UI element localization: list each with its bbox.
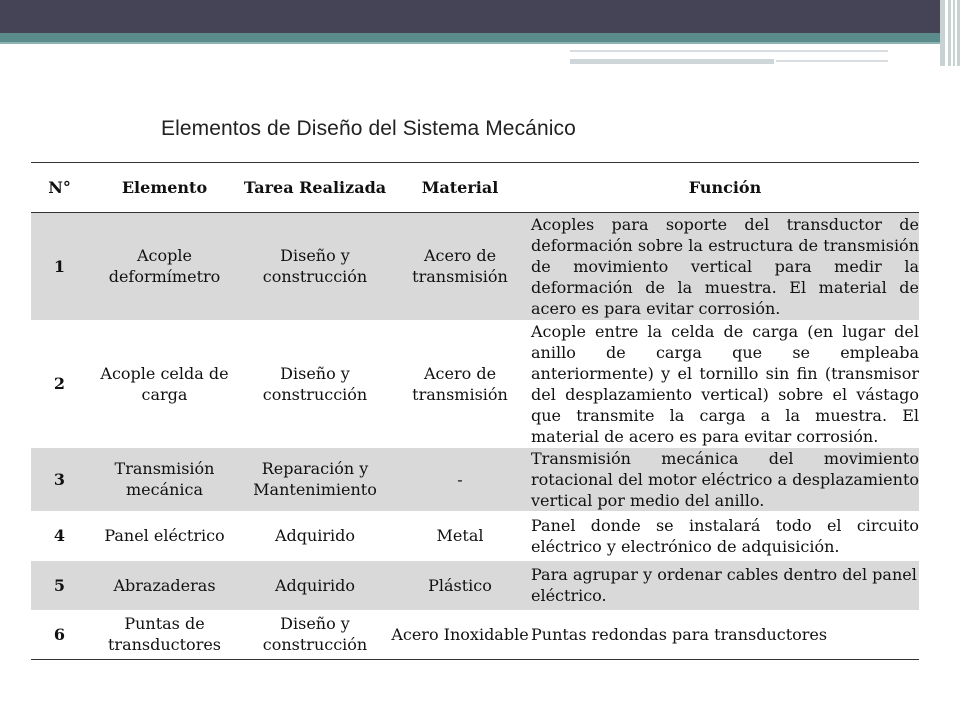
slide-header-bar [0,0,940,33]
cell-no: 6 [53,624,66,644]
header-funcion: Función [688,178,762,197]
cell-elemento: Panel eléctrico [104,526,225,545]
cell-tarea: Diseño y construcción [262,614,368,655]
cell-no: 2 [53,374,66,393]
table-row [31,213,919,320]
cell-material: Acero de transmisión [412,246,508,287]
cell-material: Metal [436,526,484,545]
header-material: Material [421,178,499,197]
slide-decor-line [570,59,774,64]
cell-material: Acero Inoxidable [391,624,529,644]
cell-funcion: Para agrupar y ordenar cables dentro del panel eléctrico. [531,565,917,605]
cell-tarea: Adquirido [274,575,356,595]
cell-no: 5 [53,575,66,595]
header-tarea: Tarea Realizada [243,178,387,197]
cell-material: Plástico [428,575,492,595]
table-header-row [31,163,919,213]
cell-funcion: Acople entre la celda de carga (en lugar del anillo de carga que se empleaba anteriormente) y el tornillo sin fin (transmisor del desplazamiento vertical) sobre el vástago que transmite la carga a la muestra. El material de acero es para evitar corrosión. [531,321,919,446]
cell-funcion: Puntas redondas para transductores [531,624,828,644]
cell-tarea: Diseño y construcción [262,363,368,404]
slide-accent-line [0,42,940,44]
cell-tarea: Adquirido [274,526,356,545]
cell-funcion: Acoples para soporte del transductor de deformación sobre la estructura de transmisión de movimiento vertical para medir la deformación de la muestra. El material de acero es para evitar corrosión. [531,214,919,318]
cell-elemento: Transmisión mecánica [114,459,215,499]
slide-side-rail [948,0,951,66]
slide-decor-line [776,60,888,62]
cell-material: Acero de transmisión [412,363,508,404]
design-elements-table [31,162,919,660]
header-no: N° [48,178,71,197]
cell-no: 4 [53,526,66,545]
cell-no: 3 [53,469,66,489]
cell-elemento: Abrazaderas [113,575,216,595]
slide-side-rail [953,0,955,66]
table-row [31,610,919,660]
cell-elemento: Acople deformímetro [108,246,221,287]
cell-tarea: Diseño y construcción [262,246,368,287]
slide-decor-line [570,50,888,52]
table-row [31,448,919,511]
slide-accent-band [0,33,940,42]
cell-elemento: Acople celda de carga [100,363,229,404]
slide-side-rail [940,0,945,66]
cell-elemento: Puntas de transductores [107,614,222,655]
table-row [31,320,919,448]
table-row [31,511,919,561]
cell-funcion: Panel donde se instalará todo el circuito eléctrico y electrónico de adquisición. [531,515,919,556]
header-elemento: Elemento [121,178,208,197]
cell-tarea: Reparación y Mantenimiento [253,459,377,499]
cell-no: 1 [53,256,66,276]
table-title: Elementos de Diseño del Sistema Mecánico [161,117,576,140]
cell-material: - [457,469,463,489]
table-row [31,561,919,610]
cell-funcion: Transmisión mecánica del movimiento rotacional del motor eléctrico a desplazamiento vertical por medio del anillo. [531,448,919,510]
